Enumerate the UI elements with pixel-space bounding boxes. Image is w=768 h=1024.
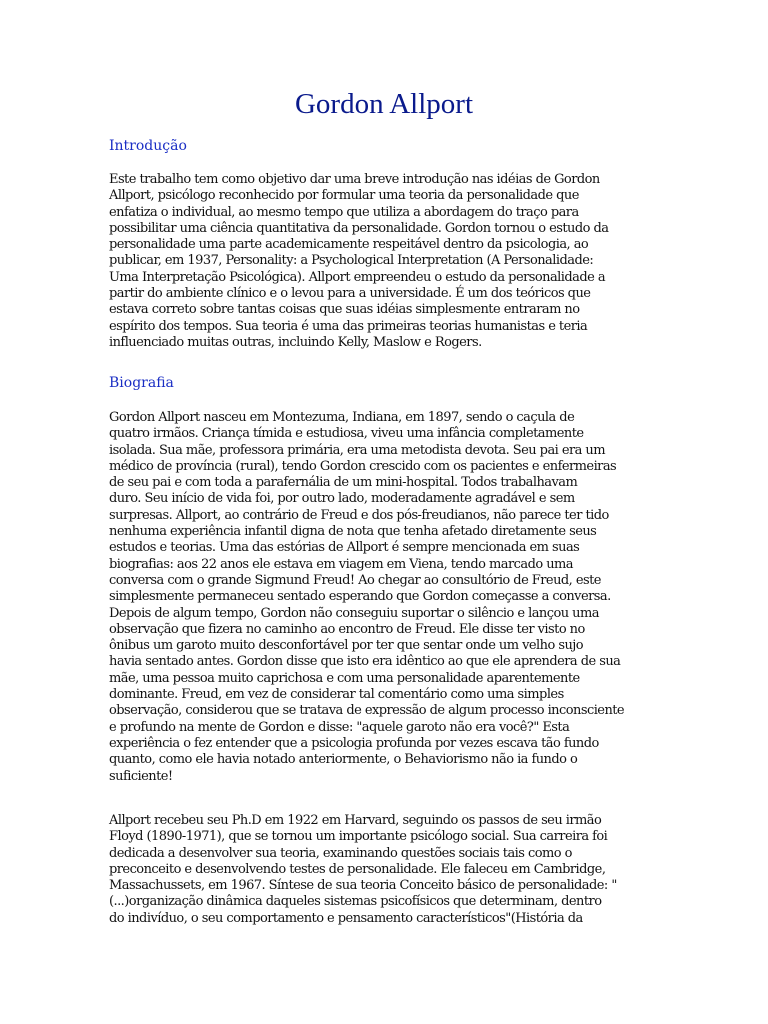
text-line: observação, considerou que se tratava de expressão de algum processo inconsciente [109, 703, 625, 719]
text-line: Massachussets, em 1967. Síntese de sua teoria Conceito básico de personalidade: " [109, 878, 617, 894]
text-line: dominante. Freud, em vez de considerar tal comentário como uma simples [109, 687, 564, 703]
text-line: (...)organização dinâmica daqueles sistemas psicofísicos que determinam, dentro [109, 894, 602, 910]
text-line: Allport recebeu seu Ph.D em 1922 em Harvard, seguindo os passos de seu irmão [109, 813, 602, 828]
text-line: partir do ambiente clínico e o levou para a universidade. É um dos teóricos que [109, 286, 591, 302]
text-line: espírito dos tempos. Sua teoria é uma das primeiras teorias humanistas e teria [109, 318, 588, 334]
text-line: personalidade uma parte academicamente respeitável dentro da psicologia, ao [109, 237, 589, 253]
text-line: de seu pai e com toda a parafernália de um mini-hospital. Todos trabalhavam [109, 475, 578, 491]
text-line: enfatiza o individual, ao mesmo tempo que utiliza a abordagem do traço para [109, 204, 579, 220]
text-line: havia sentado antes. Gordon disse que isto era idêntico ao que ele aprendera de sua [109, 654, 621, 670]
text-line: biografias: aos 22 anos ele estava em viagem em Viena, tendo marcado uma [109, 556, 574, 572]
text-line: conversa com o grande Sigmund Freud! Ao chegar ao consultório de Freud, este [109, 572, 601, 588]
text-line: Este trabalho tem como objetivo dar uma breve introdução nas idéias de Gordon [109, 172, 600, 187]
text-line: preconceito e desenvolvendo testes de personalidade. Ele faleceu em Cambridge, [109, 861, 606, 877]
text-line: nenhuma experiência infantil digna de nota que tenha afetado diretamente seus [109, 524, 597, 540]
text-line: do indivíduo, o seu comportamento e pensamento característicos"(História da [109, 910, 583, 926]
text-line: Gordon Allport nasceu em Montezuma, Indiana, em 1897, sendo o caçula de [109, 410, 575, 425]
text-line: e profundo na mente de Gordon e disse: "aquele garoto não era você?" Esta [109, 719, 570, 735]
text-line: suficiente! [109, 768, 173, 784]
text-line: Uma Interpretação Psicológica). Allport empreendeu o estudo da personalidade a [109, 269, 606, 285]
paragraph-biografia-1 [109, 410, 669, 785]
text-line: estava correto sobre tantas coisas que suas idéias simplesmente entraram no [109, 302, 580, 318]
section-heading-introducao: Introdução [109, 138, 187, 154]
paragraph-biografia-2 [109, 813, 669, 927]
text-line: influenciado muitas outras, incluindo Kelly, Maslow e Rogers. [109, 334, 482, 350]
text-line: observação que fizera no caminho ao encontro de Freud. Ele disse ter visto no [109, 621, 585, 637]
text-line: publicar, em 1937, Personality: a Psychological Interpretation (A Personalidade: [109, 253, 594, 269]
text-line: médico de província (rural), tendo Gordon crescido com os pacientes e enfermeiras [109, 458, 617, 474]
text-line: quatro irmãos. Criança tímida e estudiosa, viveu uma infância completamente [109, 426, 584, 442]
text-line: ônibus um garoto muito desconfortável por ter que sentar onde um velho sujo [109, 638, 584, 654]
text-line: simplesmente permaneceu sentado esperando que Gordon começasse a conversa. [109, 589, 611, 605]
text-line: Depois de algum tempo, Gordon não conseguiu suportar o silêncio e lançou uma [109, 605, 599, 621]
text-line: estudos e teorias. Uma das estórias de Allport é sempre mencionada em suas [109, 540, 580, 556]
text-line: isolada. Sua mãe, professora primária, era uma metodista devota. Seu pai era um [109, 442, 606, 458]
text-line: duro. Seu início de vida foi, por outro lado, moderadamente agradável e sem [109, 491, 575, 507]
text-line: dedicada a desenvolver sua teoria, examinando questões sociais tais como o [109, 845, 572, 861]
section-heading-biografia: Biografia [109, 375, 174, 391]
text-line: Floyd (1890-1971), que se tornou um importante psicólogo social. Sua carreira foi [109, 829, 608, 845]
text-line: possibilitar uma ciência quantitativa da personalidade. Gordon tornou o estudo da [109, 220, 609, 236]
text-line: experiência o fez entender que a psicologia profunda por vezes escava tão fundo [109, 735, 599, 751]
paragraph-introducao [109, 172, 669, 351]
text-line: Allport, psicólogo reconhecido por formular uma teoria da personalidade que [109, 188, 579, 204]
text-line: quanto, como ele havia notado anteriormente, o Behaviorismo não ia fundo o [109, 752, 578, 768]
document-title: Gordon Allport [294, 88, 474, 120]
text-line: surpresas. Allport, ao contrário de Freud e dos pós-freudianos, não parece ter tido [109, 507, 609, 523]
text-line: mãe, uma pessoa muito caprichosa e com uma personalidade aparentemente [109, 670, 580, 686]
